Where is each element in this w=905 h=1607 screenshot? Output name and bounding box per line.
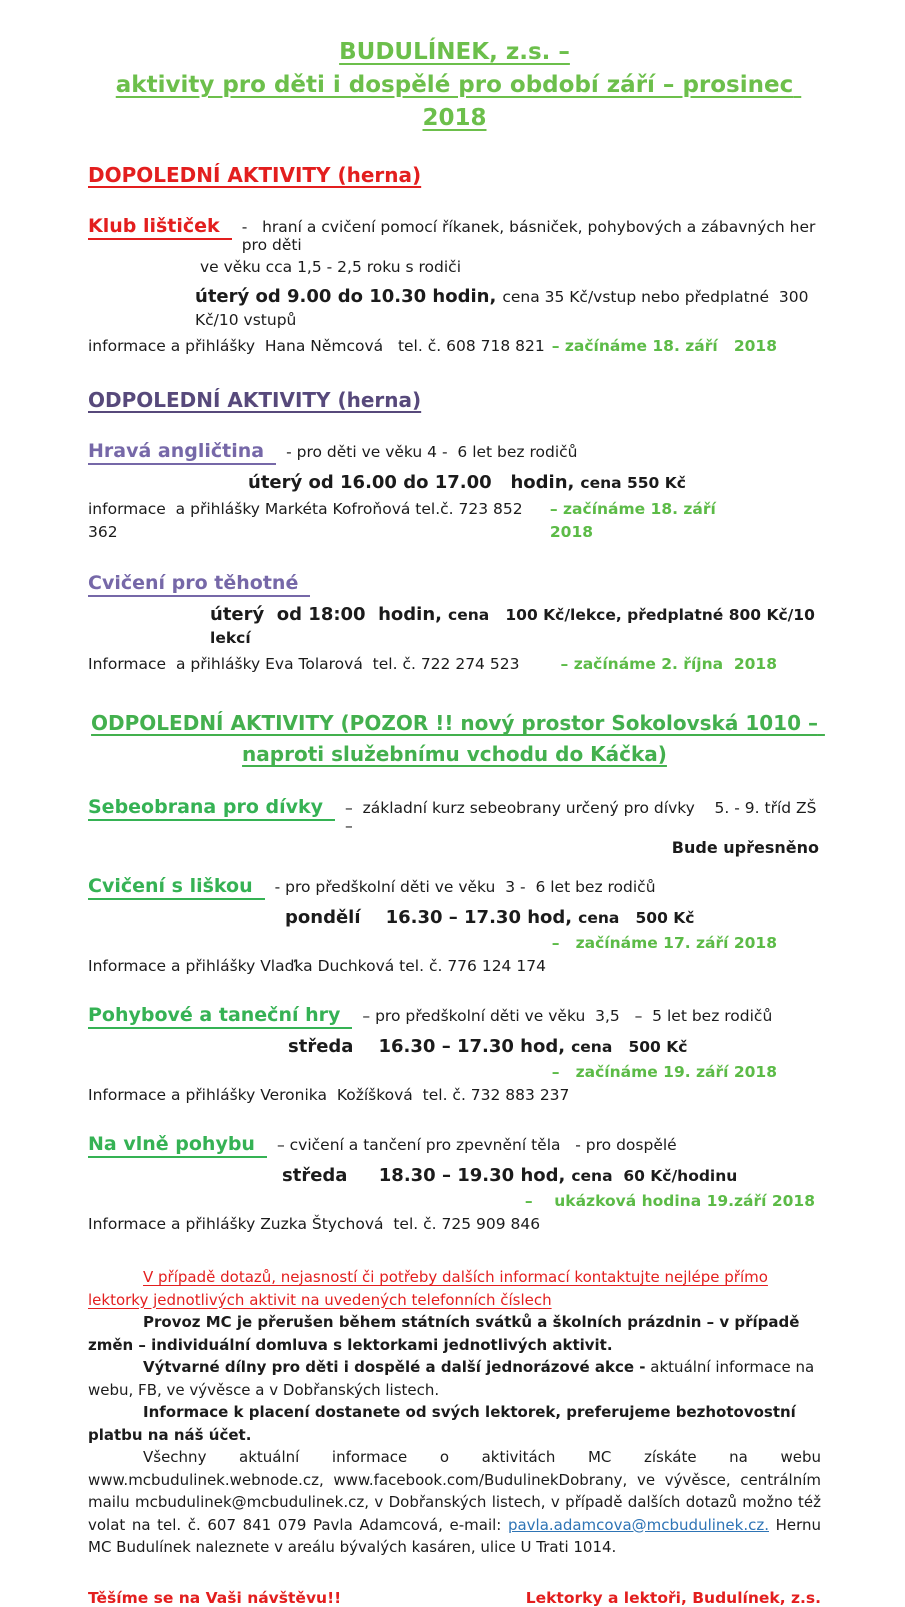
- contact-info: Informace a přihlášky Veronika Kožíšková tel. č. 732 883 237: [88, 1086, 570, 1104]
- payment-note: Informace k placení dostanete od svých lektorek, preferujeme bezhotovostní platbu na náš účet.: [88, 1403, 796, 1444]
- start-date: – začínáme 19. září 2018: [551, 1063, 777, 1081]
- activity-schedule: [248, 471, 821, 495]
- activity-description: – základní kurz sebeobrany určený pro dívky 5. - 9. tříd ZŠ –: [345, 799, 822, 835]
- activity-klub-listicek: [88, 215, 821, 254]
- activity-schedule: [285, 906, 821, 930]
- activity-hrava-anglictina: [88, 440, 821, 465]
- schedule-price: cena 550 Kč: [580, 474, 686, 492]
- activity-name: Na vlně pohybu: [88, 1133, 267, 1158]
- general-info: [88, 1446, 821, 1559]
- activity-description: - pro děti ve věku 4 - 6 let bez rodičů: [286, 443, 578, 461]
- schedule-price: cena 60 Kč/hodinu: [571, 1167, 738, 1185]
- activity-schedule: [195, 285, 821, 332]
- schedule-price: cena 500 Kč: [578, 909, 695, 927]
- activity-description-2: ve věku cca 1,5 - 2,5 roku s rodiči: [200, 258, 461, 276]
- start-date-line: [88, 1190, 821, 1213]
- contact-info: Informace a přihlášky Eva Tolarová tel. č. 722 274 523: [88, 655, 520, 673]
- activity-description: – cvičení a tančení pro zpevnění těla - pro dospělé: [276, 1136, 677, 1154]
- start-date: – začínáme 2. října 2018: [560, 655, 777, 673]
- schedule-price: cena 500 Kč: [571, 1038, 688, 1056]
- general-info-text-2: Hernu MC Budulínek naleznete v areálu bývalých kasáren, ulice U Trati 1014.: [88, 1515, 822, 1556]
- activity-cviceni-tehotne: [88, 572, 821, 597]
- workshops-note-rest: aktuální informace na webu, FB, ve vývěsce a v Dobřanských listech.: [88, 1358, 815, 1399]
- email-link[interactable]: pavla.adamcova@mcbudulinek.cz.: [507, 1515, 769, 1534]
- title-line-1: BUDULÍNEK, z.s. –: [339, 39, 570, 65]
- closing-line: [88, 1589, 821, 1607]
- contact-info: Informace a přihlášky Zuzka Štychová tel. č. 725 909 846: [88, 1215, 541, 1233]
- contact-info: informace a přihlášky Markéta Kofroňová tel.č. 723 852 362: [88, 500, 528, 541]
- schedule-time: úterý od 18:00 hodin,: [210, 604, 443, 625]
- activity-name: Cvičení pro těhotné: [88, 572, 310, 597]
- activity-cviceni-s-liskou: [88, 875, 821, 900]
- schedule-time: pondělí 16.30 – 17.30 hod,: [285, 907, 573, 928]
- activity-name: Klub lištiček: [88, 215, 232, 240]
- activity-schedule: [210, 603, 821, 650]
- activity-name: Pohybové a taneční hry: [88, 1004, 352, 1029]
- activity-name: Cvičení s liškou: [88, 875, 265, 900]
- start-date: – začínáme 18. září 2018: [549, 500, 738, 541]
- activity-pohybove-hry: [88, 1004, 821, 1029]
- activity-schedule: [282, 1164, 821, 1188]
- workshops-note: [88, 1356, 821, 1401]
- section-heading-afternoon: ODPOLEDNÍ AKTIVITY (herna): [88, 388, 422, 412]
- activity-description: - hraní a cvičení pomocí říkanek, básniček, pohybových a zábavných her pro děti: [241, 218, 821, 254]
- schedule-note: Bude upřesněno: [671, 838, 819, 857]
- activity-schedule: [288, 1035, 821, 1059]
- schedule-time: středa 16.30 – 17.30 hod,: [288, 1036, 566, 1057]
- start-date: – začínáme 17. září 2018: [551, 934, 777, 952]
- activity-name: Hravá angličtina: [88, 440, 276, 465]
- title-line-2: aktivity pro děti i dospělé pro období září – prosinec 2018: [115, 72, 802, 131]
- schedule-price: cena 100 Kč/lekce, předplatné 800 Kč/10 lekcí: [210, 606, 821, 647]
- page-title: [88, 36, 821, 135]
- start-date: – ukázková hodina 19.září 2018: [524, 1192, 815, 1210]
- footer-notes: [88, 1266, 821, 1559]
- contact-info: informace a přihlášky Hana Němcová tel. č. 608 718 821: [88, 337, 545, 355]
- start-date-line: [88, 1061, 821, 1084]
- closing-left: Těšíme se na Vaši návštěvu!!: [88, 1588, 342, 1607]
- activity-name: Sebeobrana pro dívky: [88, 796, 335, 821]
- activity-contact: [88, 498, 821, 544]
- schedule-time: středa 18.30 – 19.30 hod,: [282, 1165, 566, 1186]
- activity-sebeobrana: [88, 796, 821, 835]
- contact-note: V případě dotazů, nejasností či potřeby dalších informací kontaktujte nejlépe přímo lektorky jednotlivých aktivit na uvedených telefonních číslech: [88, 1268, 768, 1309]
- contact-info: Informace a přihlášky Vlaďka Duchková tel. č. 776 124 174: [88, 957, 546, 975]
- activity-na-vlne-pohybu: [88, 1133, 821, 1158]
- section-heading-afternoon-new-location: ODPOLEDNÍ AKTIVITY (POZOR !! nový prostor Sokolovská 1010 – naproti služebnímu vchodu do Káčka): [91, 711, 825, 766]
- general-info-text-1: Všechny aktuální informace o aktivitách MC získáte na webu www.mcbudulinek.webnode.cz, www.facebook.com/BudulinekDobrany, ve vývěsce, centrálním mailu mcbudulinek@mcbudulinek.cz, v Dobřanských listech, v případě dalších dotazů možno též volat na tel. č. 607 841 079 Pavla Adamcová, e-mail:: [88, 1448, 821, 1534]
- activity-description: - pro předškolní děti ve věku 3 - 6 let bez rodičů: [274, 878, 656, 896]
- start-date-line: [88, 932, 821, 955]
- activity-contact: [88, 653, 821, 676]
- workshops-note-bold: Výtvarné dílny pro děti i dospělé a další jednorázové akce -: [143, 1358, 646, 1376]
- start-date: – začínáme 18. září 2018: [551, 337, 777, 355]
- activity-description: – pro předškolní děti ve věku 3,5 – 5 let bez rodičů: [362, 1007, 773, 1025]
- schedule-time: úterý od 9.00 do 10.30 hodin,: [195, 286, 497, 307]
- schedule-price: cena 35 Kč/vstup nebo předplatné 300 Kč/10 vstupů: [195, 288, 814, 329]
- closing-right: Lektorky a lektoři, Budulínek, z.s.: [525, 1588, 821, 1607]
- activity-contact: [88, 335, 821, 358]
- section-heading-morning: DOPOLEDNÍ AKTIVITY (herna): [88, 163, 422, 187]
- schedule-time: úterý od 16.00 do 17.00 hodin,: [248, 472, 575, 493]
- operation-note: Provoz MC je přerušen během státních svátků a školních prázdnin – v případě změn – individuální domluva s lektorkami jednotlivých aktivit.: [88, 1313, 800, 1354]
